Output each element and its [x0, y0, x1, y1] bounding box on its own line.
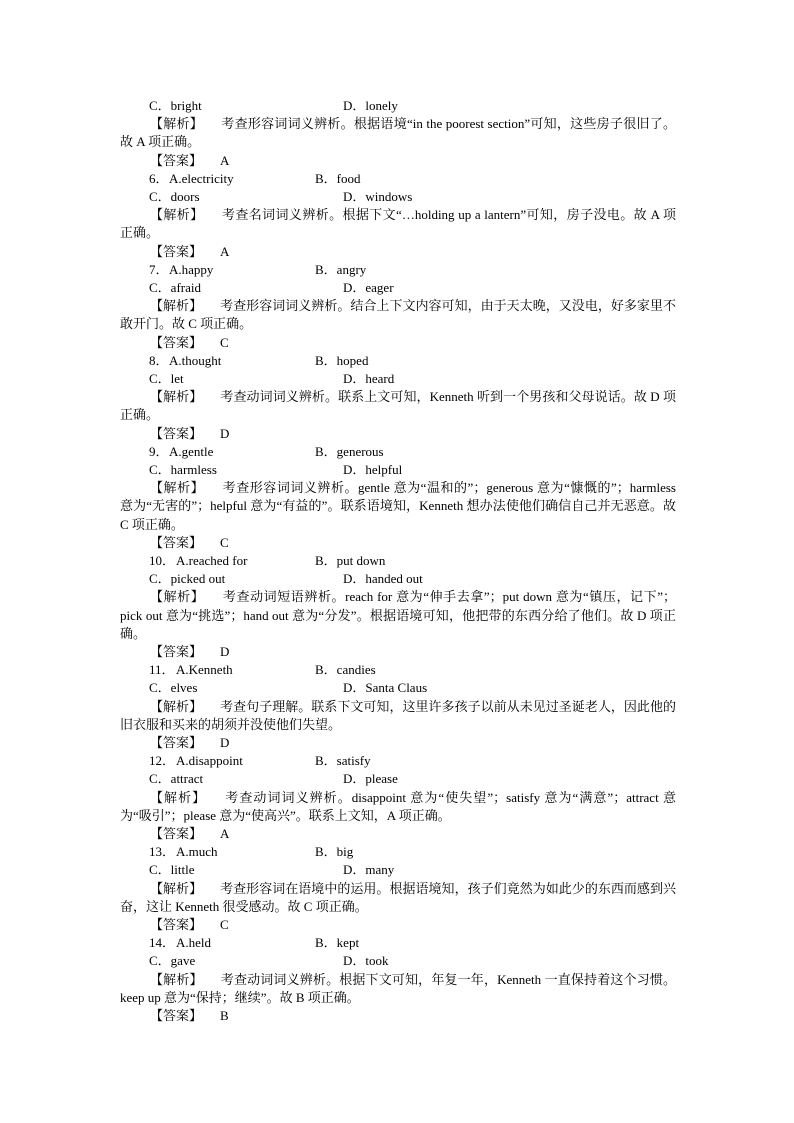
analysis-label: 【解析】	[150, 971, 203, 987]
option-c: C．doors	[149, 189, 200, 204]
question-number: 14．	[149, 935, 176, 951]
option-c: C．little	[149, 862, 195, 878]
option-d: D．helpful	[343, 462, 403, 477]
question-number: 7．	[149, 261, 169, 277]
answer-row	[150, 734, 229, 752]
analysis-label: 【解析】	[150, 880, 203, 896]
option-a: A.gentle	[169, 443, 214, 459]
option-d: D．many	[343, 862, 395, 878]
question-number: 13．	[149, 844, 176, 860]
option-d: D．took	[343, 953, 389, 969]
option-b: B．food	[315, 170, 361, 186]
option-d: D．please	[343, 771, 398, 787]
answer-value: D	[220, 425, 230, 441]
question-number: 10．	[149, 553, 176, 568]
analysis-paragraph	[120, 588, 676, 643]
analysis-label: 【解析】	[150, 789, 207, 805]
option-c: C．let	[149, 371, 184, 386]
question-number: 11．	[149, 662, 175, 678]
answer-value: C	[220, 534, 229, 550]
option-c: C．afraid	[149, 280, 201, 295]
question-number: 6．	[149, 170, 169, 186]
option-b: B．generous	[315, 443, 384, 459]
option-a: A.electricity	[169, 170, 234, 186]
answer-row	[150, 243, 229, 261]
option-b: B．angry	[315, 261, 367, 277]
analysis-paragraph	[120, 698, 676, 734]
option-b: B．big	[315, 844, 354, 860]
analysis-label: 【解析】	[150, 698, 203, 714]
question-number: 9．	[149, 443, 169, 459]
analysis-text: 考查形容词词义辨析。根据语境“in the poorest section”可知，这些房子很旧了。故 A 项正确。	[120, 116, 676, 150]
answer-row	[150, 643, 229, 661]
answer-value: B	[220, 1008, 229, 1023]
analysis-text: 考查句子理解。联系下文可知，这里许多孩子以前从未见过圣诞老人，因此他的旧衣服和买来的胡须并没使他们失望。	[120, 698, 676, 732]
option-c: C．bright	[149, 98, 202, 113]
analysis-label: 【解析】	[150, 116, 204, 132]
option-c: C．picked out	[149, 571, 226, 587]
answer-value: D	[220, 735, 230, 750]
option-c: C．elves	[149, 680, 198, 696]
answer-row	[150, 916, 229, 934]
analysis-label: 【解析】	[150, 480, 205, 496]
analysis-paragraph	[120, 971, 676, 1007]
answer-value: C	[220, 334, 229, 350]
analysis-text: 考查动词词义辨析。联系上文可知，Kenneth 听到一个男孩和父母说话。故 D 项正确。	[120, 389, 676, 423]
option-c: C．attract	[149, 771, 204, 787]
option-a: A.reached for	[176, 553, 248, 568]
option-a: A.much	[176, 844, 218, 860]
answer-label: 【答案】	[150, 735, 203, 750]
answer-label: 【答案】	[150, 425, 203, 441]
answer-value: C	[220, 917, 229, 932]
option-d: D．handed out	[343, 571, 423, 587]
option-b: B．candies	[315, 662, 376, 678]
option-a: A.held	[176, 935, 212, 951]
option-a: A.disappoint	[176, 753, 243, 769]
analysis-text: 考查形容词词义辨析。结合上下文内容可知，由于天太晚，又没电，好多家里不敢开门。故 C 项正确。	[120, 298, 676, 332]
answer-label: 【答案】	[150, 1008, 203, 1023]
option-a: A.thought	[169, 352, 222, 368]
answer-label: 【答案】	[150, 243, 203, 259]
answer-row	[150, 1007, 229, 1025]
analysis-label: 【解析】	[150, 298, 203, 314]
analysis-label: 【解析】	[150, 389, 203, 405]
analysis-paragraph	[120, 206, 676, 242]
answer-label: 【答案】	[150, 917, 203, 932]
answer-row	[150, 152, 229, 170]
option-a: A.happy	[169, 261, 214, 277]
answer-label: 【答案】	[150, 334, 203, 350]
option-d: D．lonely	[343, 98, 398, 113]
analysis-paragraph	[120, 880, 676, 916]
answer-value: A	[220, 152, 230, 168]
analysis-paragraph	[120, 789, 676, 825]
option-b: B．hoped	[315, 352, 369, 368]
analysis-text: 考查名词词义辨析。根据下文“…holding up a lantern”可知，房子没电。故 A 项正确。	[120, 207, 676, 241]
answer-row	[150, 334, 229, 352]
analysis-label: 【解析】	[150, 207, 204, 223]
analysis-text: 考查形容词词义辨析。gentle 意为“温和的”；generous 意为“慷慨的”；harmless 意为“无害的”；helpful 意为“有益的”。联系语境知，Kenneth 想办法使他们确信自己并无恶意。故 C 项正确。	[120, 480, 676, 532]
option-b: B．kept	[315, 935, 360, 951]
answer-label: 【答案】	[150, 534, 203, 550]
question-number: 8．	[149, 352, 169, 368]
answer-label: 【答案】	[150, 152, 203, 168]
analysis-text: 考查动词短语辨析。reach for 意为“伸手去拿”；put down 意为“镇压，记下”；pick out 意为“挑选”；hand out 意为“分发”。根据语境可知，他把带的东西分给了他们。故 D 项正确。	[120, 589, 676, 641]
analysis-paragraph	[120, 297, 676, 333]
question-number: 12．	[149, 753, 176, 769]
analysis-text: 考查形容词在语境中的运用。根据语境知，孩子们竟然为如此少的东西而感到兴奋，这让 Kenneth 很受感动。故 C 项正确。	[120, 880, 676, 914]
option-b: B．put down	[315, 553, 386, 568]
analysis-paragraph	[120, 388, 676, 424]
option-a: A.Kenneth	[176, 662, 233, 678]
answer-value: D	[220, 644, 230, 659]
analysis-label: 【解析】	[150, 589, 205, 605]
answer-row	[150, 534, 229, 552]
analysis-text: 考查动词词义辨析。disappoint 意为“使失望”；satisfy 意为“满意”；attract 意为“吸引”；please 意为“使高兴”。联系上文知，A 项正确。	[120, 789, 676, 823]
option-d: D．heard	[343, 371, 395, 386]
option-b: B．satisfy	[315, 753, 371, 769]
option-d: D．windows	[343, 189, 413, 204]
analysis-paragraph	[120, 479, 676, 534]
answer-label: 【答案】	[150, 644, 203, 659]
option-c: C．harmless	[149, 462, 217, 477]
answer-label: 【答案】	[150, 826, 203, 841]
option-d: D．eager	[343, 280, 394, 295]
answer-value: A	[220, 826, 230, 841]
option-c: C．gave	[149, 953, 196, 969]
answer-row	[150, 825, 229, 843]
option-d: D．Santa Claus	[343, 680, 428, 696]
analysis-text: 考查动词词义辨析。根据下文可知，年复一年，Kenneth 一直保持着这个习惯。keep up 意为“保持；继续”。故 B 项正确。	[120, 971, 676, 1005]
answer-row	[150, 425, 229, 443]
analysis-paragraph	[120, 115, 676, 151]
answer-value: A	[220, 243, 230, 259]
